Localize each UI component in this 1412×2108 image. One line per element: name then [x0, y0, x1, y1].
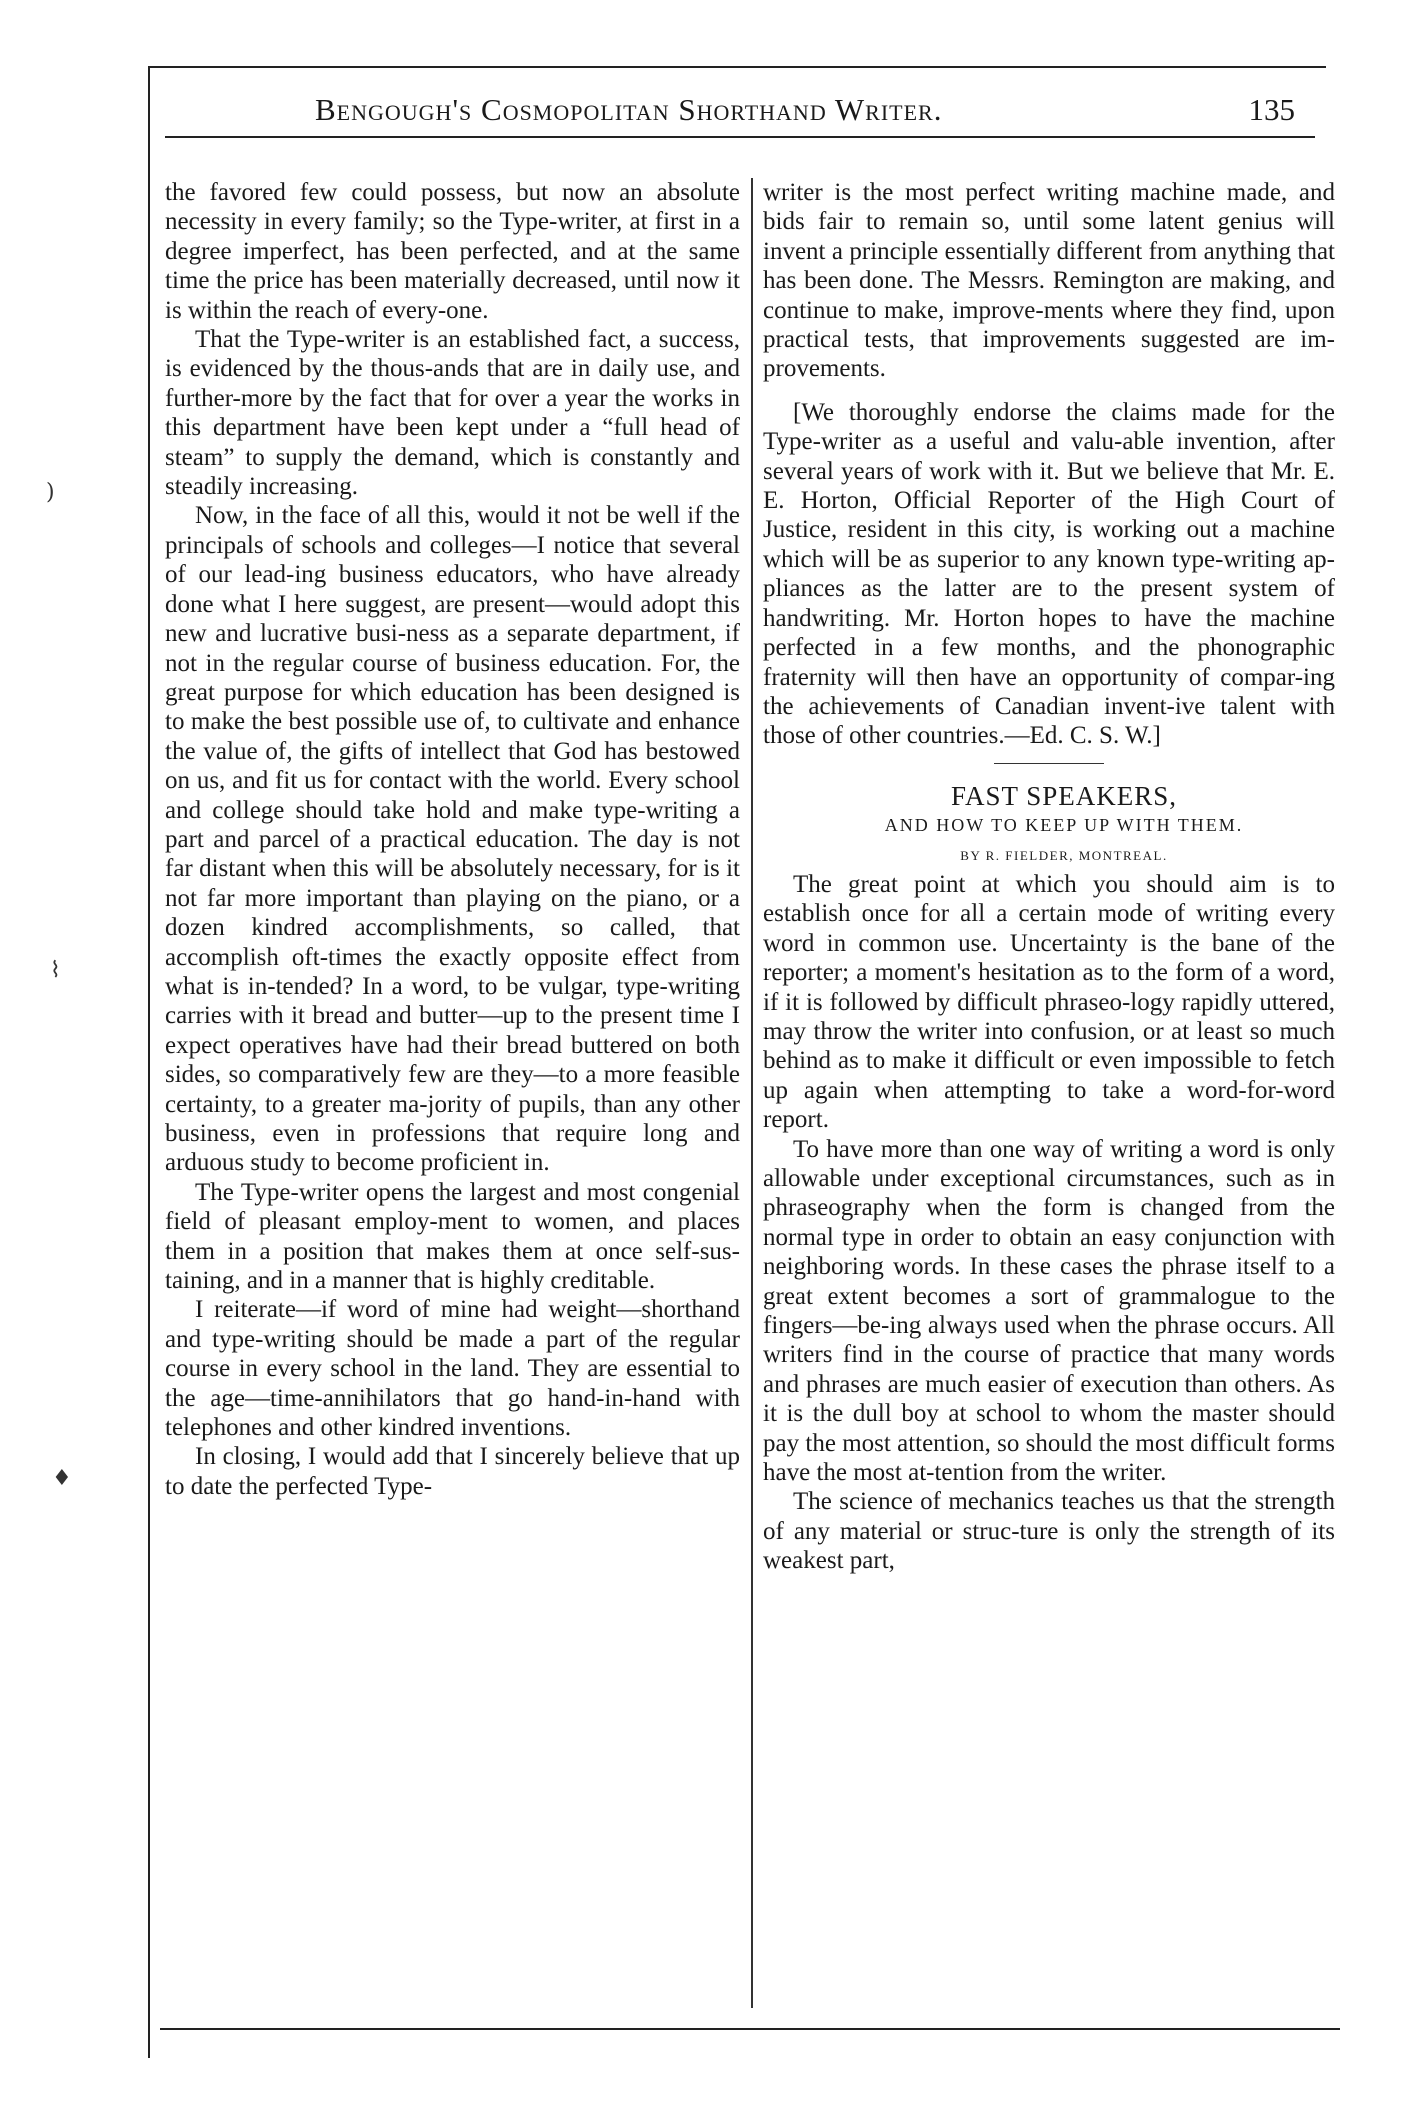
left-column [165, 178, 740, 1501]
article-subtitle: AND HOW TO KEEP UP WITH THEM. [884, 815, 1244, 836]
margin-mark-icon: ♦ [52, 1466, 72, 1491]
left-paragraph-6: In closing, I would add that I sincerely believe that up to date the perfected Type- [165, 1443, 740, 1500]
running-head [165, 86, 1315, 138]
page-number: 135 [1248, 92, 1295, 127]
editor-note: [We thoroughly endorse the claims made for the Type-writer as a useful and valu-able invention, after several years of work with it. But we believe that Mr. E. E. Horton, Official Reporter of the High Court of Justice, resident in this city, is working out a machine which will be as superior to any known type-writing ap-pliances as the latter are to the present system of handwriting. Mr. Horton hopes to have the machine perfected in a few months, and the phonographic fraternity will then have an opportunity of compar-ing the achievements of Canadian invent-ive talent with those of other countries.—Ed. C. S. W.] [763, 398, 1335, 750]
article-paragraph-3: The science of mechanics teaches us that the strength of any material or struc-ture is only the strength of its weakest part, [763, 1488, 1335, 1575]
section-rule [994, 763, 1104, 764]
margin-mark-icon: ) [46, 480, 55, 505]
article-title: FAST SPEAKERS, [950, 780, 1178, 811]
left-paragraph-1: the favored few could possess, but now an absolute necessity in every family; so the Type-writer, at first in a degree imperfect, has been perfected, and at the same time the price has been materially decreased, until now it is within the reach of every-one. [165, 179, 740, 324]
left-paragraph-2: That the Type-writer is an established fact, a success, is evidenced by the thous-ands that are in daily use, and further-more by the fact that for over a year the works in this department have been kept under a “full head of steam” to supply the demand, which is constantly and steadily increasing. [165, 326, 740, 501]
article-paragraph-2: To have more than one way of writing a word is only allowable under exceptional circumstances, such as in phraseography when the form is changed from the normal type in order to obtain an easy conjunction with neighboring words. In these cases the phrase itself to a great extent becomes a sort of grammalogue to the fingers—be-ing always used when the phrase occurs. All writers find in the course of practice that many words and phrases are much easier of execution than others. As it is the dull boy at school to whom the master should pay the most attention, so should the most difficult forms have the most at-tention from the writer. [763, 1135, 1335, 1487]
article-byline: BY R. FIELDER, MONTREAL. [960, 847, 1168, 863]
left-paragraph-3: Now, in the face of all this, would it not be well if the principals of schools and colleges—I notice that several of our lead-ing business educators, who have already done what I here suggest, are present—would adopt this new and lucrative busi-ness as a separate department, if not in the regular course of business education. For, the great purpose for which education has been designed is to make the best possible use of, to cultivate and enhance the value of, the gifts of intellect that God has bestowed on us, and fit us for contact with the world. Every school and college should take hold and make type-writing a part and parcel of a practical education. The day is not far distant when this will be absolutely necessary, for is it not far more important than playing on the piano, or a dozen kindred accomplishments, so called, that accomplish oft-times the exactly opposite effect from what is in-tended? In a word, to be vulgar, type-writing carries with it bread and butter—up to the present time I expect operatives have had their bread buttered on both sides, so comparatively few are they—to a more feasible certainty, to a greater ma-jority of pupils, than any other business, even in professions that require long and arduous study to become proficient in. [165, 502, 740, 1177]
right-column [763, 178, 1335, 1576]
left-paragraph-5: I reiterate—if word of mine had weight—shorthand and type-writing should be made a part of the regular course in every school in the land. They are essential to the age—time-annihilators that go hand-in-hand with telephones and other kindred inventions. [165, 1296, 740, 1442]
running-title: Bengough's Cosmopolitan Shorthand Writer. [315, 92, 943, 127]
article-paragraph-1: The great point at which you should aim is to establish once for all a certain mode of writing every word in common use. Uncertainty is the bane of the reporter; a moment's hesitation as to the form of a word, if it is followed by difficult phraseo-logy rapidly uttered, may throw the writer into confusion, or at least so much behind as to make it difficult or even impossible to fetch up again when attempting to take a word-for-word report. [763, 870, 1335, 1134]
left-paragraph-4: The Type-writer opens the largest and most congenial field of pleasant employ-ment to women, and places them in a position that makes them at once self-sus-taining, and in a manner that is highly creditable. [165, 1178, 740, 1295]
margin-mark-icon: ⌇ [50, 958, 61, 983]
right-continuation: writer is the most perfect writing machine made, and bids fair to remain so, until some latent genius will invent a principle essentially different from anything that has been done. The Messrs. Remington are making, and continue to make, improve-ments where they find, upon practical tests, that improvements suggested are im-provements. [763, 179, 1335, 383]
text-columns [165, 178, 1337, 2008]
bottom-rule [160, 2028, 1340, 2030]
